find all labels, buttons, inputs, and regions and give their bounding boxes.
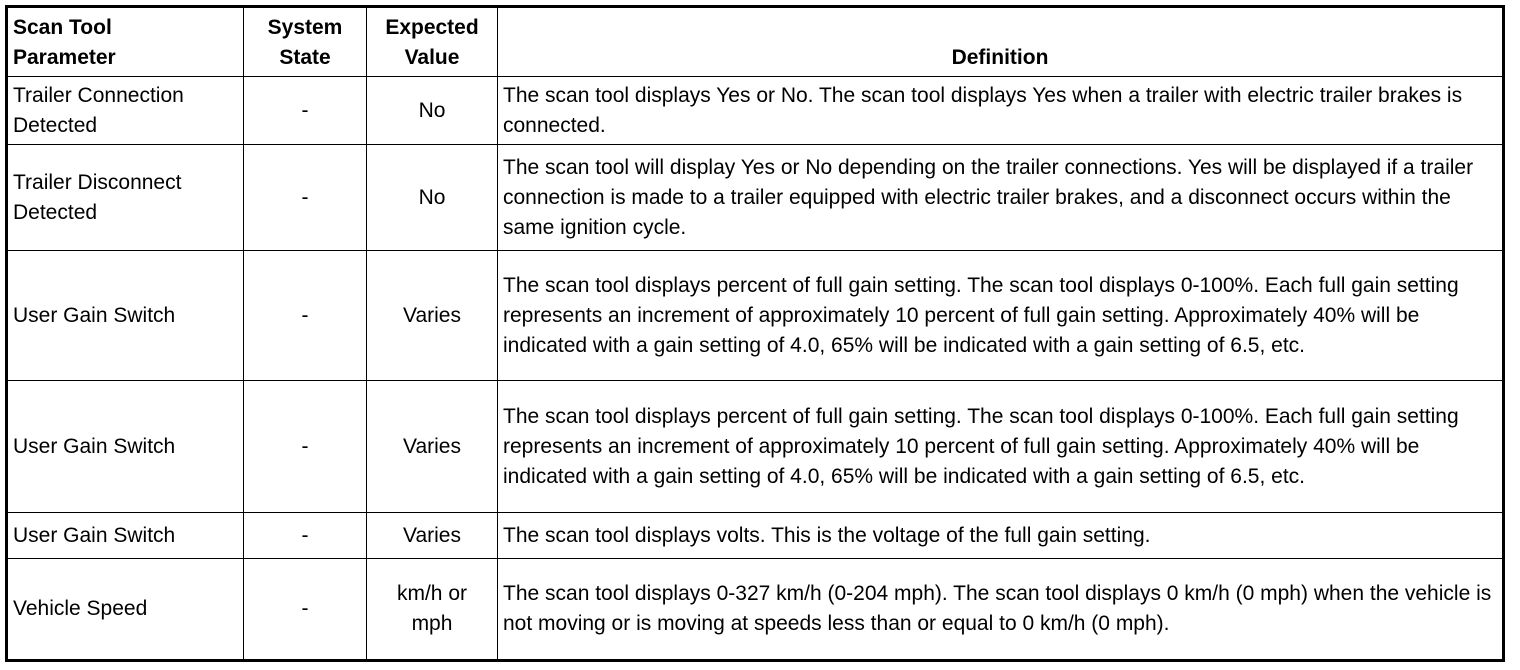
definition-cell: The scan tool will display Yes or No depending on the trailer connections. Yes will be displayed if a trailer connection is made to a trailer equipped with electric trailer brakes, and a disconnect occurs within the same ignition cycle. [498,145,1504,251]
parameter-cell: Vehicle Speed [7,559,244,661]
parameter-cell: Trailer Connection Detected [7,77,244,145]
header-expected-value: Expected Value [367,7,498,77]
definition-cell: The scan tool displays percent of full gain setting. The scan tool displays 0-100%. Each full gain setting represents an increment of approximately 10 percent of full gain setting. Approximately 40% will be indicated with a gain setting of 4.0, 65% will be indicated with a gain setting of 6.5, etc. [498,381,1504,513]
header-definition: Definition [498,7,1504,77]
expected-value-cell: Varies [367,251,498,381]
definition-cell: The scan tool displays volts. This is the voltage of the full gain setting. [498,513,1504,559]
expected-value-cell: No [367,145,498,251]
header-parameter: Scan Tool Parameter [7,7,244,77]
parameter-cell: User Gain Switch [7,513,244,559]
header-system-state: System State [244,7,367,77]
definition-cell: The scan tool displays percent of full gain setting. The scan tool displays 0-100%. Each full gain setting represents an increment of approximately 10 percent of full gain setting. Approximately 40% will be indicated with a gain setting of 4.0, 65% will be indicated with a gain setting of 6.5, etc. [498,251,1504,381]
definition-cell: The scan tool displays 0-327 km/h (0-204 mph). The scan tool displays 0 km/h (0 mph) when the vehicle is not moving or is moving at speeds less than or equal to 0 km/h (0 mph). [498,559,1504,661]
expected-value-cell: No [367,77,498,145]
header-row [7,7,1504,77]
parameter-cell: Trailer Disconnect Detected [7,145,244,251]
parameter-cell: User Gain Switch [7,381,244,513]
system-state-cell: - [244,251,367,381]
scan-tool-parameter-table [5,5,1505,662]
system-state-cell: - [244,145,367,251]
expected-value-cell: Varies [367,513,498,559]
system-state-cell: - [244,513,367,559]
expected-value-cell: km/h or mph [367,559,498,661]
table-row [7,145,1504,251]
table-row [7,77,1504,145]
system-state-cell: - [244,77,367,145]
expected-value-cell: Varies [367,381,498,513]
table-row [7,251,1504,381]
table-row [7,381,1504,513]
system-state-cell: - [244,381,367,513]
table-row [7,513,1504,559]
parameter-cell: User Gain Switch [7,251,244,381]
table-row [7,559,1504,661]
definition-cell: The scan tool displays Yes or No. The scan tool displays Yes when a trailer with electric trailer brakes is connected. [498,77,1504,145]
system-state-cell: - [244,559,367,661]
